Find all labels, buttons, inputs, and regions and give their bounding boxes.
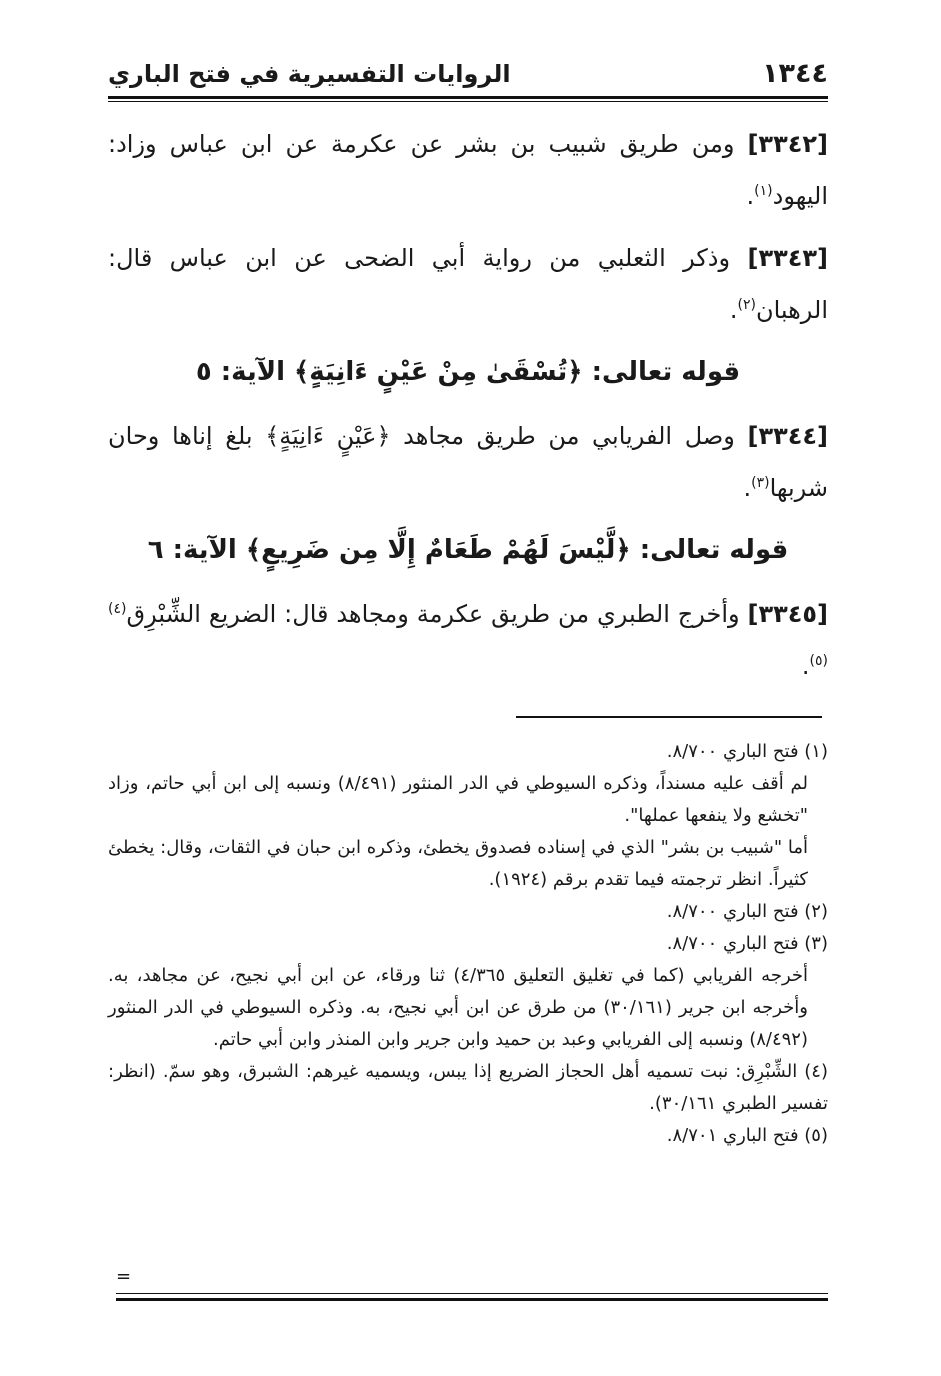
footnote-separator — [516, 716, 822, 718]
section-heading-verse-6: قوله تعالى: ﴿لَّيْسَ لَهُمْ طَعَامٌ إِلَّا مِن ضَرِيعٍ﴾ الآية: ٦ — [147, 535, 789, 565]
page-header — [108, 58, 828, 94]
section-heading-verse-5: قوله تعالى: ﴿تُسْقَىٰ مِنْ عَيْنٍ ءَانِيَةٍ﴾ الآية: ٥ — [195, 357, 741, 387]
footnote-1-commentary: لم أقف عليه مسنداً، وذكره السيوطي في الدر المنثور (٨/٤٩١) ونسبه إلى ابن أبي حاتم، وزاد "تخشع ولا ينفعها عملها". — [108, 773, 808, 826]
narration-text: وذكر الثعلبي من رواية أبي الضحى عن ابن عباس قال: الرهبان — [108, 244, 828, 324]
paragraph-3344 — [108, 410, 828, 514]
footnote-1-narrator-note: أما "شبيب بن بشر" الذي في إسناده فصدوق يخطئ، وذكره ابن حبان في الثقات، وقال: يخطئ كثيراً. انظر ترجمته فيما تقدم برقم (١٩٢٤). — [108, 837, 808, 890]
footnote-ref: (٣) — [751, 475, 770, 491]
running-title: الروايات التفسيرية في فتح الباري — [108, 60, 511, 88]
footnote-3: (٣) فتح الباري ٨/٧٠٠. — [666, 933, 828, 954]
page-number: ١٣٤٤ — [762, 58, 828, 89]
paragraph-3343 — [108, 232, 828, 336]
narration-number: [٣٣٤٢] — [747, 130, 828, 158]
narration-text: وصل الفريابي من طريق مجاهد ﴿عَيْنٍ ءَانِيَةٍ﴾ بلغ إناها وحان شربها — [108, 422, 828, 502]
narration-number: [٣٣٤٥] — [747, 600, 828, 628]
footnote-ref: (٤)(٥) — [108, 601, 828, 669]
sentence-end: . — [746, 182, 755, 210]
narration-text: وأخرج الطبري من طريق عكرمة ومجاهد قال: الضريع الشِّبْرِق — [126, 600, 740, 628]
footnote-ref: (١) — [754, 183, 773, 199]
footnote-1: (١) فتح الباري ٨/٧٠٠. — [666, 741, 828, 762]
sentence-end: . — [729, 296, 738, 324]
footnote-ref: (٢) — [737, 297, 756, 313]
footnote-3-commentary: أخرجه الفريابي (كما في تغليق التعليق ٤/٣٦٥) ثنا ورقاء، عن ابن أبي نجيح، عن مجاهد، به. وأخرجه ابن جرير (٣٠/١٦١) من طرق عن ابن أبي نجيح، به. وذكره السيوطي في الدر المنثور (٨/٤٩٢) ونسبه إلى الفريابي وعبد بن حميد وابن جرير وابن المنذر وابن أبي حاتم. — [108, 965, 809, 1050]
footnote-2: (٢) فتح الباري ٨/٧٠٠. — [666, 901, 828, 922]
sentence-end: . — [801, 652, 810, 680]
narration-number: [٣٣٤٤] — [747, 422, 828, 450]
paragraph-3342 — [108, 118, 828, 222]
narration-number: [٣٣٤٣] — [747, 244, 828, 272]
narration-text: ومن طريق شبيب بن بشر عن عكرمة عن ابن عباس وزاد: اليهود — [108, 130, 828, 210]
footnotes — [108, 736, 828, 1152]
footnote-4: (٤) الشِّبْرِق: نبت تسميه أهل الحجاز الضريع إذا يبس، ويسميه غيرهم: الشبرق، وهو سمّ. (انظر: تفسير الطبري ٣٠/١٦١). — [108, 1061, 828, 1114]
header-rule — [108, 96, 828, 99]
bottom-rule-thin — [116, 1293, 828, 1294]
bottom-rule — [116, 1298, 828, 1301]
paragraph-3345 — [108, 588, 828, 692]
continuation-mark: = — [116, 1266, 132, 1287]
sentence-end: . — [743, 474, 752, 502]
header-rule-thin — [108, 101, 828, 102]
footnote-5: (٥) فتح الباري ٨/٧٠١. — [666, 1125, 828, 1146]
main-text — [108, 118, 828, 702]
